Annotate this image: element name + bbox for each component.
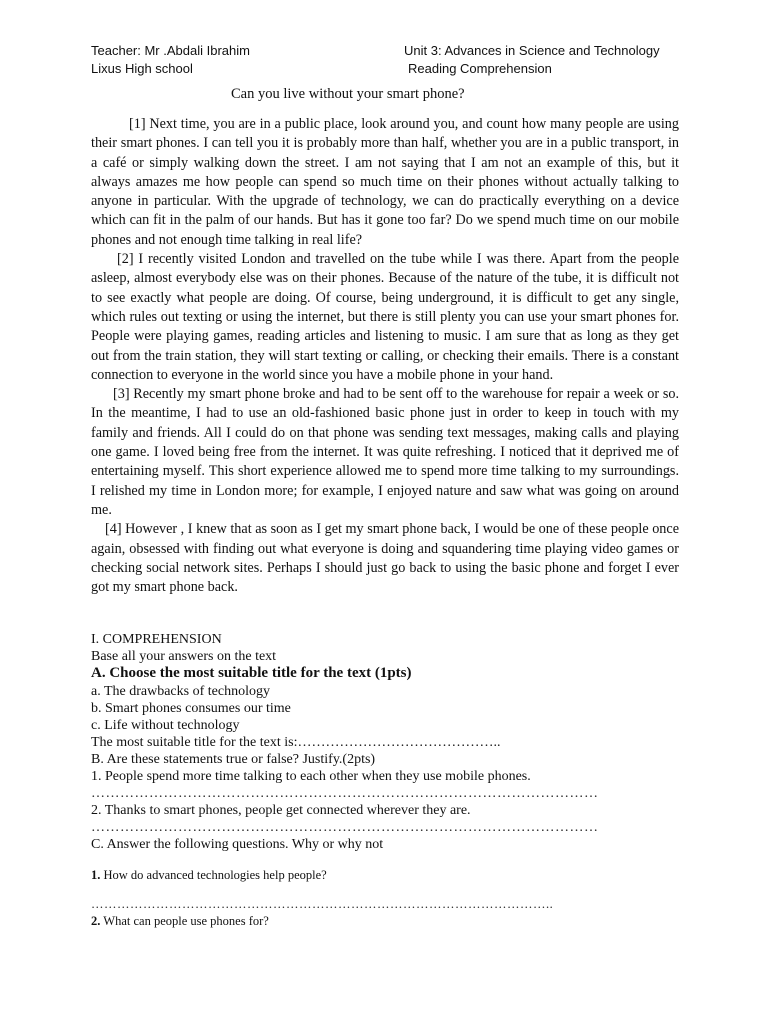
paragraph-3: [3] Recently my smart phone broke and had to be sent off to the warehouse for repair a week or so. In the meantime, I had to use an old-fashioned basic phone just in order to keep in touch with my family and friends. All I could do on that phone was sending text messages, making calls and playing one game. I loved being free from the internet. It was quite refreshing. I noticed that it deprived me of entertaining myself. This short experience allowed me to spend more time talking to my surroundings. I relished my time in London more; for example, I enjoyed nature and saw what was going on around me. <box>91 386 679 518</box>
question-1-text: How do advanced technologies help people? <box>100 868 327 882</box>
part-c-heading: C. Answer the following questions. Why or why not <box>91 837 384 852</box>
question-1-number: 1. <box>91 868 101 882</box>
unit-title: Unit 3: Advances in Science and Technology <box>404 43 660 58</box>
question-2-number: 2. <box>91 914 101 928</box>
option-a: a. The drawbacks of technology <box>91 684 270 699</box>
teacher-name: Teacher: Mr .Abdali Ibrahim <box>91 43 250 58</box>
paragraph-1: [1] Next time, you are in a public place, look around you, and count how many people are using their smart phones. I can tell you it is probably more than half, whether you are in a public transport, in a café or simply walking down the street. I am not saying that I am not an example of this, but it always amazes me how people can spend so much time on their phones without actually talking to anyone in particular. With the upgrade of technology, we can do practically everything on a device which can fit in the palm of our hands. But has it gone too far? Do we spend much time on our mobile phones and not enough time talking in real life? <box>91 116 679 248</box>
title-answer-prompt: The most suitable title for the text is:…………………………………….. <box>91 735 501 750</box>
paragraph-2: [2] I recently visited London and travelled on the tube while I was there. Apart from the people asleep, almost everybody else was on their phones. Because of the nature of the tube, it is difficult not to see exactly what people are doing. Of course, being underground, it is difficult to get any single, which rules out texting or using the internet, but there is still plenty you can use your smart phones for. People were playing games, reading articles and listening to music. I am sure that as long as they get out from the train station, they will start texting or calling, or checking their emails. There is a constant connection to everyone in the world since you have a mobile phone in your hand. <box>91 251 679 383</box>
reading-text <box>91 115 679 597</box>
option-c: c. Life without technology <box>91 718 240 733</box>
statement-1: 1. People spend more time talking to each other when they use mobile phones. <box>91 769 531 784</box>
section-heading: I. COMPREHENSION <box>91 632 222 647</box>
lesson-type: Reading Comprehension <box>408 61 552 76</box>
question-2-text: What can people use phones for? <box>100 914 269 928</box>
school-name: Lixus High school <box>91 61 193 76</box>
option-b: b. Smart phones consumes our time <box>91 701 291 716</box>
paragraph-4: [4] However , I knew that as soon as I get my smart phone back, I would be one of these people once again, obsessed with finding out what everyone is doing and squandering time playing video games or checking social network sites. Perhaps I should just go back to using the basic phone and forget I ever got my smart phone back. <box>91 521 679 596</box>
part-b-heading: B. Are these statements true or false? Justify.(2pts) <box>91 752 376 767</box>
question-1 <box>91 867 327 884</box>
statement-2: 2. Thanks to smart phones, people get connected wherever they are. <box>91 803 471 818</box>
answer-line-1: …………………………………………………………………………………………… <box>91 786 599 801</box>
part-a-heading: A. Choose the most suitable title for the text (1pts) <box>91 665 412 681</box>
answer-line-2: …………………………………………………………………………………………… <box>91 820 599 835</box>
question-2 <box>91 913 269 930</box>
text-title: Can you live without your smart phone? <box>231 86 465 102</box>
instruction: Base all your answers on the text <box>91 649 277 664</box>
answer-line-3: …………………………………………………………………………………………….. <box>91 897 554 911</box>
